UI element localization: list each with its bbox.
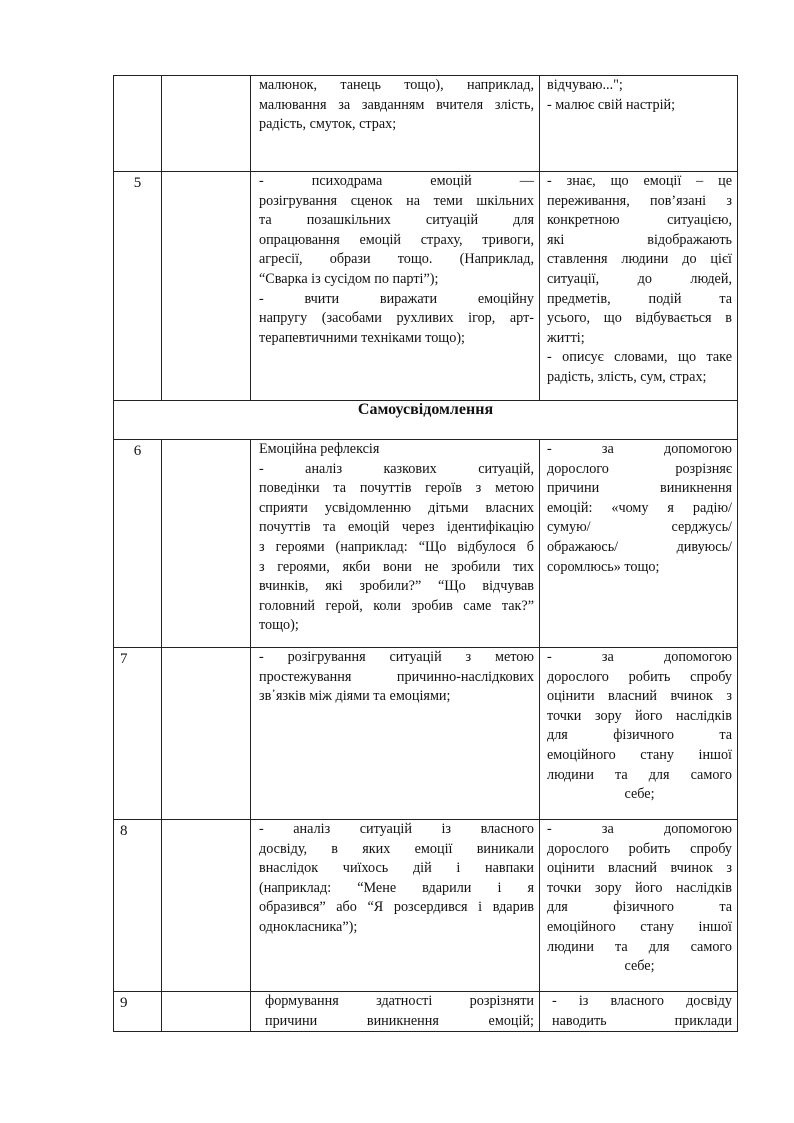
activity-cell <box>251 76 540 172</box>
text-line: людини та для самого <box>547 766 732 783</box>
text-line: відчуваю..."; <box>547 77 623 93</box>
text-line: точки зору його наслідків <box>547 879 732 896</box>
outcome-cell <box>540 820 738 992</box>
text-line: житті; <box>547 329 585 346</box>
number-cell: 9 <box>114 992 162 1032</box>
table-row <box>114 820 738 992</box>
text-line: - психодрама емоцій — <box>259 173 534 189</box>
text-line: - малює свій настрій; <box>547 96 676 113</box>
text-line: вчинків, які зробили?” “Що відчував <box>259 578 534 595</box>
activity-cell <box>251 440 540 648</box>
text-line: усього, що відбувається в <box>547 310 732 327</box>
text-line: радість, смуток, страх; <box>259 116 397 133</box>
text-line: поведінки та почуттів героїв з метою <box>259 480 534 497</box>
text-line: внаслідок чиїхось дій і навпаки <box>259 860 534 877</box>
text-line: соромлюсь» тощо; <box>547 558 660 575</box>
text-line: - за допомогою <box>547 649 732 665</box>
text-line: малюнок, танець тощо), наприклад, <box>259 77 534 93</box>
text-line: агресії, образи тощо. (Наприклад, <box>259 251 534 268</box>
number-cell: 7 <box>114 648 162 820</box>
empty-cell <box>162 992 251 1032</box>
text-line: ситуації, до людей, <box>547 270 732 287</box>
table-row <box>114 76 738 172</box>
text-line: зв᾿язків між діями та емоціями; <box>259 688 451 705</box>
empty-cell <box>162 440 251 648</box>
text-line: - вчити виражати емоційну <box>259 290 534 307</box>
text-line: для фізичного та <box>547 899 732 916</box>
text-line: - аналіз ситуацій із власного <box>259 821 534 837</box>
text-line: конкретною ситуацією, <box>547 212 732 229</box>
table-row <box>114 172 738 401</box>
text-line: сумую/ серджусь/ <box>547 519 732 536</box>
text-line: які відображають <box>547 231 732 248</box>
text-line: дорослого робить спробу <box>547 668 732 685</box>
activity-cell <box>251 648 540 820</box>
section-header-row <box>114 401 738 440</box>
text-line: радість, злість, сум, страх; <box>547 368 707 385</box>
text-line: - описує словами, що таке <box>547 349 732 366</box>
text-line: з героями, якби вони не зробили тих <box>259 558 534 575</box>
text-line: дорослого розрізняє <box>547 460 732 477</box>
outcome-cell <box>540 76 738 172</box>
text-line: емоцій: «чому я радію/ <box>547 499 732 516</box>
text-line: образився” або “Я розсердився і вдарив <box>259 899 534 916</box>
number-cell <box>114 76 162 172</box>
text-line: себе; <box>624 786 655 803</box>
text-line: Емоційна рефлексія <box>259 441 380 457</box>
text-line: головний герой, коли зробив саме так?” <box>259 597 534 614</box>
text-line: ображаюсь/ дивуюсь/ <box>547 538 732 555</box>
text-line: - за допомогою <box>547 441 732 457</box>
text-line: з героями (наприклад: “Що відбулося б <box>259 538 534 555</box>
text-line: та позашкільних ситуацій для <box>259 212 534 229</box>
empty-cell <box>162 76 251 172</box>
text-line: предметів, подій та <box>547 290 732 307</box>
content-table <box>113 75 738 1032</box>
text-line: причини виникнення <box>547 480 732 497</box>
text-line: напругу (засобами рухливих ігор, арт- <box>259 310 534 327</box>
empty-cell <box>162 820 251 992</box>
text-line: почуттів та емоцій через ідентифікацію <box>259 519 534 536</box>
text-line: дорослого робить спробу <box>547 840 732 857</box>
text-line: розігрування сценок на теми шкільних <box>259 192 534 209</box>
number-cell: 8 <box>114 820 162 992</box>
text-line: ставлення людини до цієї <box>547 251 732 268</box>
text-line: - аналіз казкових ситуацій, <box>259 460 534 477</box>
activity-cell <box>251 172 540 401</box>
text-line: - розігрування ситуацій з метою <box>259 649 534 665</box>
text-line: малювання за завданням вчителя злість, <box>259 96 534 113</box>
section-title: Самоусвідомлення <box>114 401 738 440</box>
outcome-cell <box>540 648 738 820</box>
text-line: точки зору його наслідків <box>547 707 732 724</box>
activity-cell <box>251 820 540 992</box>
text-line: людини та для самого <box>547 938 732 955</box>
text-line: сприяти усвідомленню дітьми власних <box>259 499 534 516</box>
text-line: терапевтичними техніками тощо); <box>259 329 465 346</box>
text-line: опрацювання емоцій страху, тривоги, <box>259 231 534 248</box>
text-line: досвіду, в яких емоції виникали <box>259 840 534 857</box>
outcome-cell <box>540 440 738 648</box>
text-line: “Сварка із сусідом по парті”); <box>259 270 439 287</box>
text-line: емоційного стану іншої <box>547 746 732 763</box>
text-line: причини виникнення емоцій; <box>265 1012 534 1029</box>
text-line: простежування причинно-наслідкових <box>259 668 534 685</box>
table-row <box>114 440 738 648</box>
outcome-cell <box>540 992 738 1032</box>
text-line: тощо); <box>259 617 299 634</box>
empty-cell <box>162 172 251 401</box>
table-row <box>114 648 738 820</box>
text-line: для фізичного та <box>547 727 732 744</box>
number-cell: 6 <box>114 440 162 648</box>
text-line: оцінити власний вчинок з <box>547 860 732 877</box>
text-line: переживання, пов’язані з <box>547 192 732 209</box>
table-row <box>114 992 738 1032</box>
text-line: емоційного стану іншої <box>547 918 732 935</box>
text-line: наводить приклади <box>552 1012 732 1029</box>
number-cell: 5 <box>114 172 162 401</box>
text-line: (наприклад: “Мене вдарили і я <box>259 879 534 896</box>
text-line: - із власного досвіду <box>552 993 732 1009</box>
text-line: оцінити власний вчинок з <box>547 688 732 705</box>
text-line: - знає, що емоції – це <box>547 173 732 189</box>
empty-cell <box>162 648 251 820</box>
activity-cell <box>251 992 540 1032</box>
text-line: - за допомогою <box>547 821 732 837</box>
text-line: однокласника”); <box>259 918 358 935</box>
outcome-cell <box>540 172 738 401</box>
text-line: себе; <box>624 958 655 975</box>
text-line: формування здатності розрізняти <box>265 993 534 1009</box>
